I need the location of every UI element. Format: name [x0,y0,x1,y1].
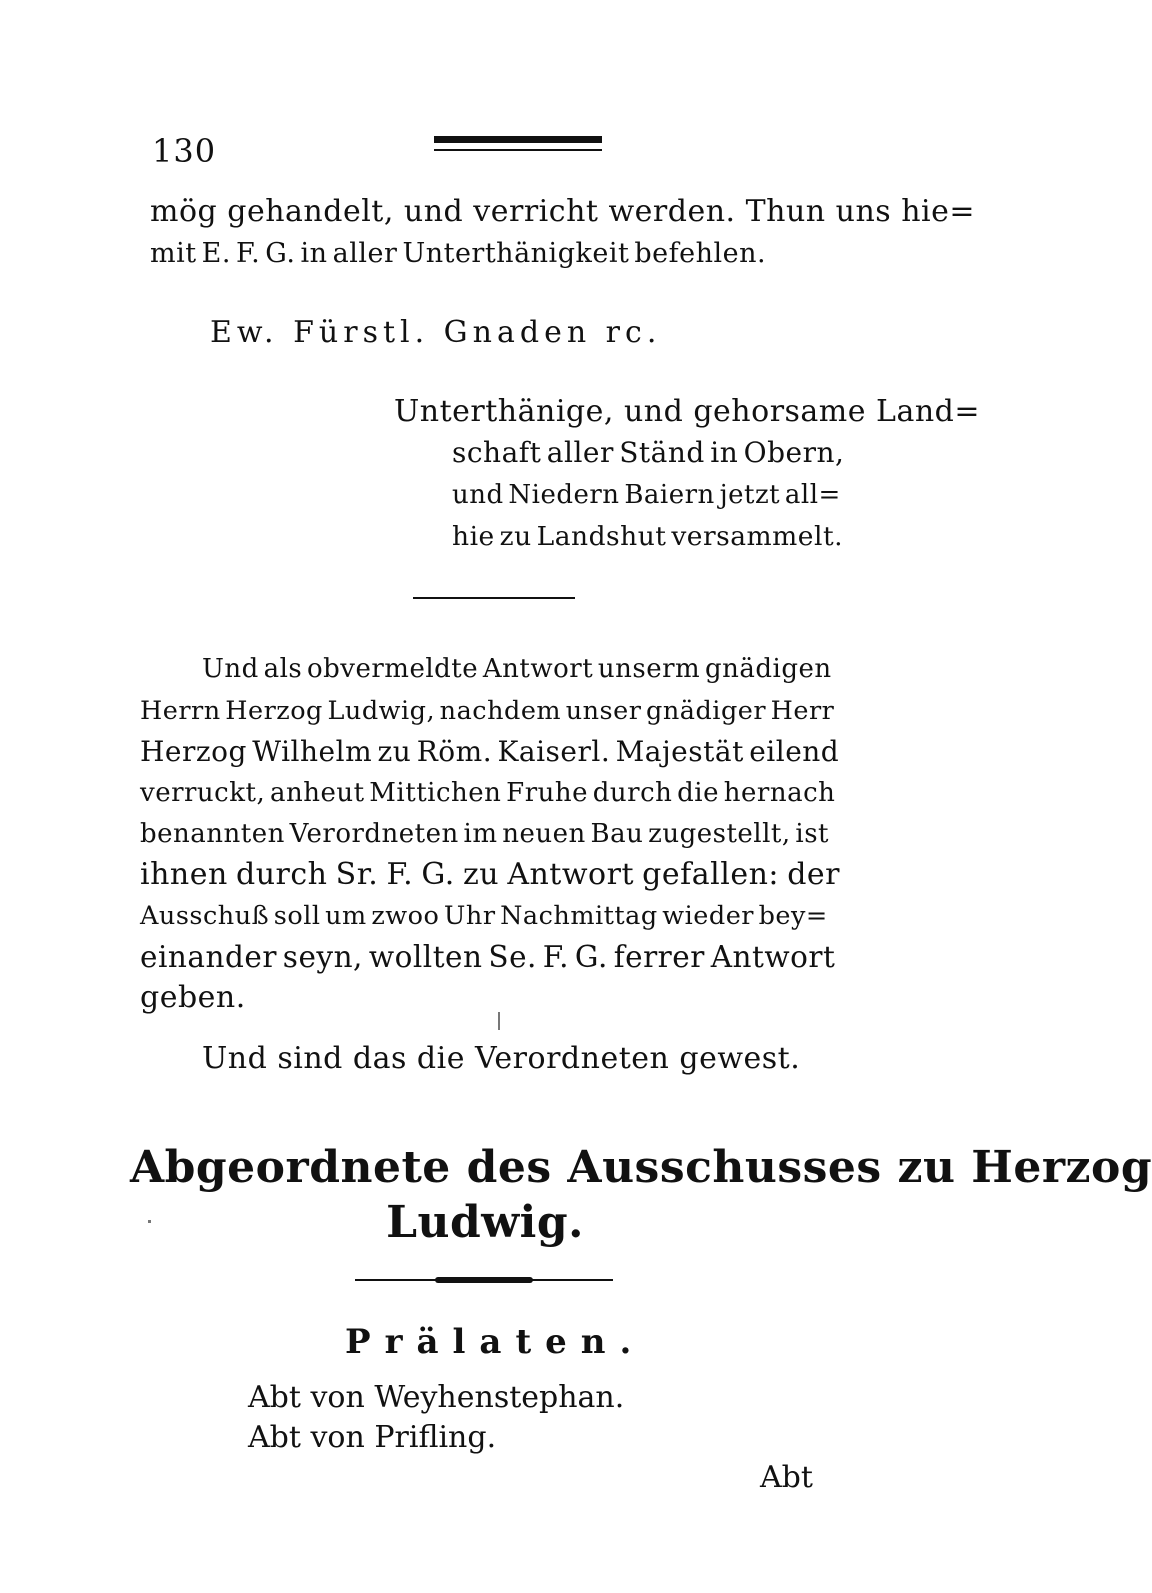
ornamental-rule-center [435,1277,533,1283]
opening-line: mit E. F. G. in aller Unterthänigkeit befehlen. [150,238,767,269]
body-line: Und als obvermeldte Antwort unserm gnädigen [202,654,832,684]
signature-line: hie zu Landshut versammelt. [452,521,844,552]
body-line: Ausschuß soll um zwoo Uhr Nachmittag wieder bey= [140,901,828,931]
print-speck [148,1220,151,1223]
body-line: einander seyn, wollten Se. F. G. ferrer Antwort [140,940,836,974]
signature-line: Unterthänige, und gehorsame Land= [394,394,981,429]
body-line: benannten Verordneten im neuen Bau zugestellt, ist [140,819,830,849]
opening-line-text: mög gehandelt, und verricht werden. Thun uns hie= [150,194,976,229]
page-number: 130 [152,132,217,170]
body-line: Herzog Wilhelm zu Röm. Kaiserl. Majestät eilend [140,735,840,768]
body-line: Herrn Herzog Ludwig, nachdem unser gnädiger Herr [140,696,835,726]
body-line: geben. [140,980,246,1015]
list-item: Abt von Weyhenstephan. [248,1380,625,1415]
closing-line: Und sind das die Verordneten gewest. [202,1041,801,1076]
body-line: verruckt, anheut Mittichen Fruhe durch die hernach [140,778,836,808]
section-heading: Ludwig. [386,1197,584,1248]
salutation: Ew. Fürstl. Gnaden rc. [210,315,662,350]
opening-line [150,192,976,232]
catchword: Abt [760,1460,813,1495]
header-rule-thick [434,136,602,143]
signature-line: schaft aller Ständ in Obern, [452,436,845,469]
section-title: Prälaten. [345,1322,646,1362]
ornamental-rule [355,1277,613,1283]
print-speck [498,1012,500,1030]
list-item: Abt von Prifling. [248,1420,497,1455]
header-rule-thin [434,149,602,151]
section-heading: Abgeordnete des Ausschusses zu Herzog [130,1142,1152,1193]
signature-line: und Niedern Baiern jetzt all= [452,480,841,510]
body-line: ihnen durch Sr. F. G. zu Antwort gefallen: der [140,857,840,892]
section-divider [413,597,575,599]
